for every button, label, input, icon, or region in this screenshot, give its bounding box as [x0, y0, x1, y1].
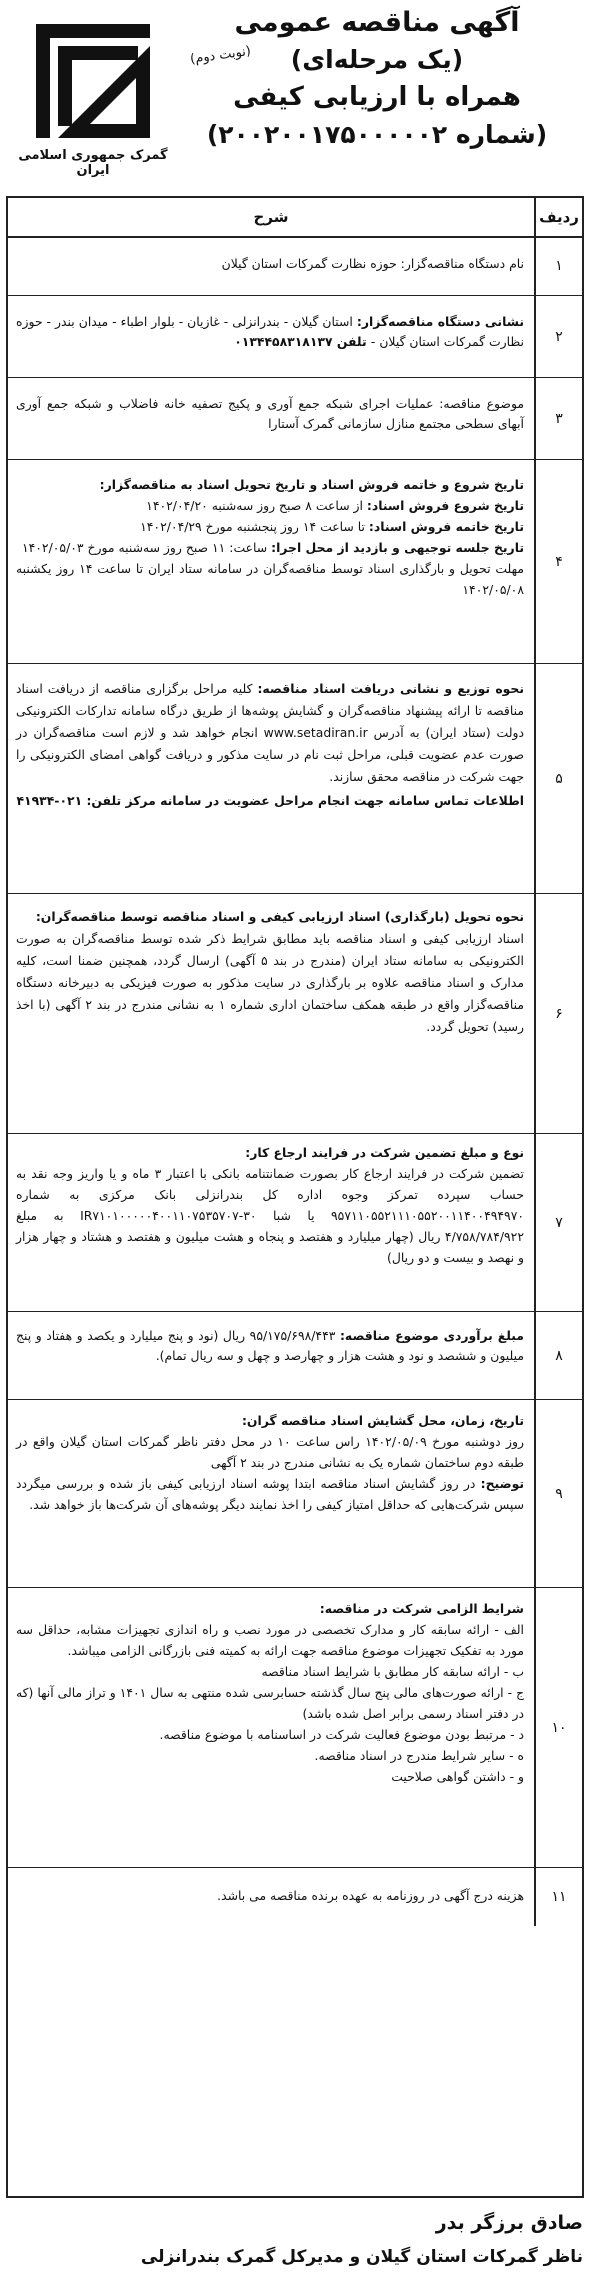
- row-description: [8, 1868, 534, 1926]
- row-phone: تلفن ۰۱۳۴۴۵۸۳۱۸۱۳۷: [234, 334, 371, 349]
- signature-block: [8, 2206, 583, 2274]
- table-row: [8, 1312, 582, 1400]
- tender-table: [6, 196, 584, 2198]
- row-number: ۱۱: [534, 1868, 582, 1926]
- list-item: ب - ارائه سابقه کار مطابق با شرایط اسناد مناقصه: [261, 1664, 524, 1679]
- row-text: هزینه درج آگهی در روزنامه به عهده برنده مناقصه می باشد.: [217, 1888, 524, 1903]
- customs-logo-icon: [28, 16, 158, 144]
- row-label: نوع و مبلغ تضمین شرکت در فرایند ارجاع کار:: [245, 1145, 524, 1160]
- sale-end-value: تا ساعت ۱۴ روز پنجشنبه مورخ ۱۴۰۲/۰۴/۲۹: [140, 519, 369, 534]
- logo-caption: گمرک جمهوری اسلامی ایران: [18, 148, 168, 178]
- row-label: مبلغ برآوردی موضوع مناقصه:: [339, 1328, 524, 1343]
- round-label: (نوبت دوم): [189, 43, 252, 68]
- list-item: د - مرتبط بودن موضوع فعالیت شرکت در اساسنامه با موضوع مناقصه.: [159, 1727, 524, 1742]
- table-row: [8, 1868, 582, 1926]
- list-item: ه - سایر شرایط مندرج در اسناد مناقصه.: [314, 1748, 524, 1763]
- header: [6, 4, 586, 182]
- row-description: [8, 1134, 534, 1311]
- site-visit-value: ساعت: ۱۱ صبح روز سه‌شنبه مورخ ۱۴۰۲/۰۵/۰۳: [21, 540, 272, 555]
- row-text: موضوع مناقصه: عملیات اجرای شبکه جمع آوری و پکیج تصفیه خانه فاضلاب و شبکه جمع آوری آبهای سطحی مجتمع منازل سازمانی گمرک آستارا: [16, 396, 524, 431]
- sale-end-label: تاریخ خاتمه فروش اسناد:: [368, 519, 524, 534]
- contact-info: اطلاعات تماس سامانه جهت انجام مراحل عضویت در سامانه مرکز تلفن: ۰۲۱-۴۱۹۳۴: [16, 793, 524, 808]
- signatory-name: صادق برزگر بدر: [435, 2212, 583, 2234]
- table-row: [8, 1588, 582, 1868]
- signatory-title: ناظر گمرکات استان گیلان و مدیرکل گمرک بندرانزلی: [140, 2247, 583, 2267]
- row-number: ۵: [534, 664, 582, 893]
- row-description: [8, 296, 534, 377]
- row-number: ۹: [534, 1400, 582, 1587]
- table-row: [8, 296, 582, 378]
- row-text: تضمین شرکت در فرایند ارجاع کار بصورت ضمانتنامه بانکی با اعتبار ۳ ماه و یا واریز وجه نقد به حساب سپرده تمرکز وجوه اداره کل بندرانزلی بانک مرکزی به شماره ۹۵۷۱۱۰۵۵۲۱۱۱۰۵۵۲۰۰۱۱۴۰۰۴۹۴۹۷۰ یا شبا ۳۰-IR۷۱۰۱۰۰۰۰۰۴۰۰۱۱۰۷۵۳۵۷۰۷ به مبلغ ۴/۷۵۸/۷۸۴/۹۲۲ ریال (چهار میلیارد و هفتصد و پنجاه و هشت میلیون و هفتصد و هشتاد و چهار هزار و نهصد و بیست و دو ریال): [16, 1166, 525, 1265]
- submission-deadline: مهلت تحویل و بارگذاری اسناد توسط مناقصه‌گران در سامانه ستاد ایران تا ساعت ۱۴ روز یکشنبه ۱۴۰۲/۰۵/۰۸: [16, 561, 525, 597]
- customs-logo: [8, 10, 178, 182]
- row-description: [8, 1312, 534, 1399]
- row-label: نشانی دستگاه مناقصه‌گزار:: [356, 314, 524, 329]
- row-text: ۹۵/۱۷۵/۶۹۸/۴۴۳ ریال (نود و پنج میلیارد و یکصد و هفتاد و پنج میلیون و ششصد و نود و هشت هزار و چهارصد و چهل و سه ریال تمام).: [16, 1328, 524, 1363]
- row-description: [8, 1400, 534, 1587]
- site-visit-label: تاریخ جلسه توجیهی و بازدید از محل اجرا:: [271, 540, 524, 555]
- row-description: [8, 894, 534, 1133]
- row-label: نحوه تحویل (بارگذاری) اسناد ارزیابی کیفی و اسناد مناقصه توسط مناقصه‌گران:: [35, 909, 524, 924]
- title-block: [172, 4, 582, 154]
- header-description: شرح: [253, 208, 289, 226]
- note-label: توضیح:: [480, 1476, 524, 1491]
- header-row-number: ردیف: [534, 198, 582, 236]
- sale-start-label: تاریخ شروع فروش اسناد:: [366, 498, 524, 513]
- row-label: شرایط الزامی شرکت در مناقصه:: [319, 1601, 524, 1616]
- row-description: [8, 236, 534, 295]
- row-description: [8, 378, 534, 459]
- table-row: [8, 378, 582, 460]
- list-item: و - داشتن گواهی صلاحیت: [391, 1769, 524, 1784]
- row-number: ۴: [534, 460, 582, 663]
- row-number: ۱: [534, 236, 582, 295]
- row-label: نحوه توزیع و نشانی دریافت اسناد مناقصه:: [257, 681, 524, 696]
- list-item: الف - ارائه سابقه کار و مدارک تخصصی در مورد نصب و راه اندازی تجهیزات مشابه، حداقل سه مورد به تفکیک تجهیزات موضوع مناقصه جهت ارائه به کمیته فنی بازرگانی الزامی میباشد.: [16, 1622, 524, 1658]
- row-description: [8, 460, 534, 663]
- title-line-1: آگهی مناقصه عمومی: [234, 7, 520, 38]
- row-text: نام دستگاه مناقصه‌گزار: حوزه نظارت گمرکات استان گیلان: [221, 256, 524, 271]
- row-text: روز دوشنبه مورخ ۱۴۰۲/۰۵/۰۹ راس ساعت ۱۰ در محل دفتر ناظر گمرکات استان گیلان واقع در طبقه دوم ساختمان شماره یک به نشانی مندرج در بند ۲ آگهی: [16, 1434, 524, 1470]
- table-row: [8, 236, 582, 296]
- row-number: ۳: [534, 378, 582, 459]
- row-text: کلیه مراحل برگزاری مناقصه از دریافت اسناد مناقصه تا ارائه پیشنهاد مناقصه‌گران و گشایش پوشه‌ها از طریق درگاه سامانه تدارکات الکترونیکی دولت (ستاد ایران) به آدرس www.setadiran.ir انجام خواهد شد و لازم است مناقصه‌گران در صورت عدم عضویت قبلی، مراحل ثبت نام در سایت مذکور و دریافت گواهی امضای الکترونیکی را جهت شرکت در مناقصه محقق سازند.: [16, 681, 524, 784]
- row-number: ۶: [534, 894, 582, 1133]
- tender-number: (شماره ۲۰۰۲۰۰۱۷۵۰۰۰۰۰۲): [206, 120, 548, 149]
- table-row: [8, 460, 582, 664]
- row-description: [8, 1588, 534, 1867]
- table-row: [8, 1134, 582, 1312]
- table-row: [8, 1400, 582, 1588]
- table-row: [8, 894, 582, 1134]
- title-line-2-text: (یک مرحله‌ای): [290, 45, 464, 74]
- row-number: ۸: [534, 1312, 582, 1399]
- row-description: [8, 664, 534, 893]
- list-item: ج - ارائه صورت‌های مالی پنج سال گذشته حسابرسی شده منتهی به سال ۱۴۰۱ و تراز مالی آنها (که در دفتر اسناد رسمی برابر اصل شده باشد): [16, 1685, 524, 1721]
- title-line-2: [172, 42, 582, 78]
- row-number: ۱۰: [534, 1588, 582, 1867]
- row-number: ۷: [534, 1134, 582, 1311]
- row-text: اسناد ارزیابی کیفی و اسناد مناقصه باید مطابق شرایط ذکر شده توسط مناقصه‌گران به صورت الکترونیکی به سامانه ستاد ایران (مندرج در بند ۵ آگهی) ارسال گردد، همچنین ضمنا است، کلیه مدارک و اسناد مناقصه علاوه بر بارگذاری در سایت مذکور به صورت فیزیکی به دبیرخانه دستگاه مناقصه‌گزار واقع در طبقه همکف ساختمان اداری شماره ۱ به نشانی مندرج در بند ۲ آگهی (با اخذ رسید) تحویل گردد.: [16, 931, 524, 1034]
- note-text: در روز گشایش اسناد مناقصه ابتدا پوشه اسناد ارزیابی کیفی باز شده و بررسی میگردد سپس شرکت‌هایی که حداقل امتیاز کیفی را اخذ نمایند دیگر پوشه‌های آن شرکت‌ها باز خواهد شد.: [16, 1476, 524, 1512]
- table-header: [8, 198, 582, 238]
- row-text: استان گیلان - بندرانزلی - غازیان - بلوار اطباء - میدان بندر - حوزه نظارت گمرکات استان گیلان -: [16, 314, 524, 349]
- sale-start-value: از ساعت ۸ صبح روز سه‌شنبه ۱۴۰۲/۰۴/۲۰: [146, 498, 367, 513]
- table-row: [8, 664, 582, 894]
- row-label: تاریخ، زمان، محل گشایش اسناد مناقصه گران:: [241, 1413, 524, 1428]
- row-number: ۲: [534, 296, 582, 377]
- title-line-3: همراه با ارزیابی کیفی: [233, 82, 521, 112]
- row-heading: تاریخ شروع و خاتمه فروش اسناد و تاریخ تحویل اسناد به مناقصه‌گزار:: [99, 477, 524, 492]
